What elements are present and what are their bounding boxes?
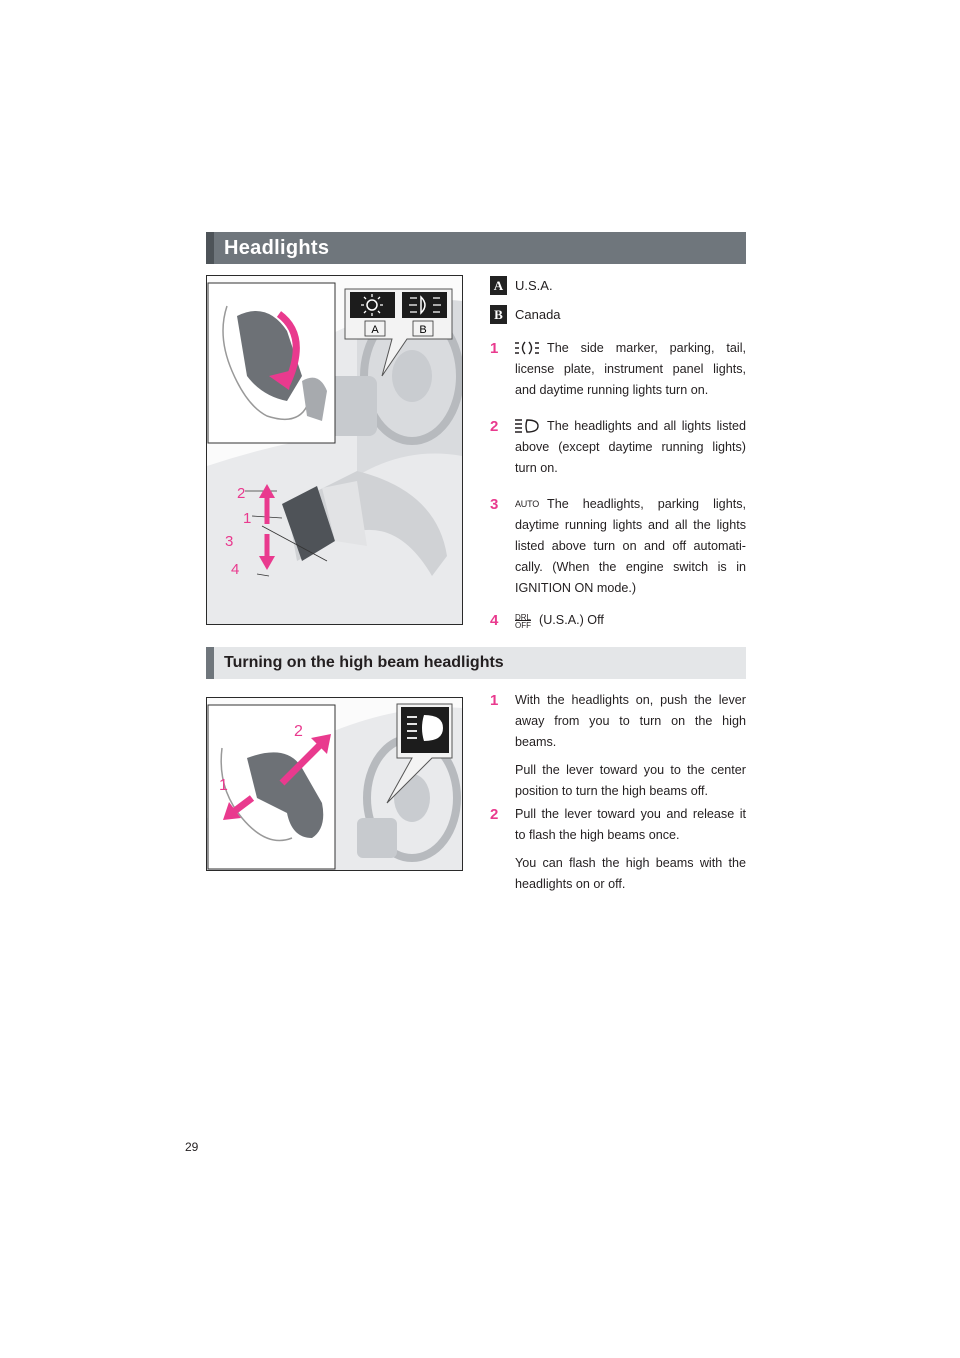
legend-key-b: B [490,305,507,324]
callout-3: 3 [225,533,234,550]
legend-key-a: A [490,276,507,295]
section-title: Turning on the high beam headlights [224,654,504,671]
step-text: The side marker, parking, tail, license plate, instrument panel lights, and daytime running lights turn on. [515,341,746,397]
step-text: Pull the lever toward you and release it to flash the high beams once. [515,807,746,842]
callout-2: 2 [294,723,303,740]
step-number: 4 [490,612,499,629]
section-header-accent [206,647,214,679]
panel-label-a: A [371,324,379,336]
parking-lights-icon [515,341,539,355]
legend-usa [490,276,553,295]
headlight-step-1 [490,338,746,401]
high-beam-step-1 [490,690,746,802]
headlight-step-4 [490,610,746,631]
step-number: 2 [490,806,499,823]
step-text: With the headlights on, push the lever away from you to turn on the high beams. [515,693,746,749]
headlight-icon [515,419,539,433]
step-number: 1 [490,340,499,357]
page-number: 29 [185,1140,199,1154]
headlight-switch-drawing [207,276,462,624]
high-beam-lever-illustration [206,697,463,871]
headlight-switch-illustration [206,275,463,625]
step-number: 2 [490,418,499,435]
step-number: 3 [490,496,499,513]
headlight-step-2 [490,416,746,479]
auto-icon: AUTO [515,499,540,509]
high-beam-step-2 [490,804,746,895]
legend-text-canada: Canada [515,307,561,322]
step-text: (U.S.A.) Off [539,613,604,627]
callout-1: 1 [219,777,228,794]
legend-canada [490,305,561,324]
drl-off-icon-top: DRL [515,613,532,622]
step-number: 1 [490,692,499,709]
callout-4: 4 [231,561,240,578]
section-header-accent [206,232,214,264]
legend-text-usa: U.S.A. [515,278,553,293]
step-note: Pull the lever toward you to the center position to turn the high beams off. [515,763,746,798]
panel-label-b: B [419,324,427,336]
callout-1: 1 [243,510,252,527]
drl-off-icon-bottom: $\overline{OFF}$ [515,621,531,630]
step-note: You can flash the high beams with the headlights on or off. [515,856,746,891]
callout-2: 2 [237,485,246,502]
headlight-step-3 [490,494,746,599]
section-title: Headlights [224,236,330,259]
step-text: The headlights and all lights listed above (except daytime running lights) turn on. [515,419,746,475]
step-text: The headlights, parking lights, daytime running lights and all the lights listed above turn on and off automati-cally. (When the engine switch is in IGNITION ON mode.) [515,497,746,595]
high-beam-lever-drawing [207,698,462,870]
section-header-high-beam [206,647,746,679]
section-header-headlights [206,232,746,264]
drl-off-icon [515,614,531,630]
